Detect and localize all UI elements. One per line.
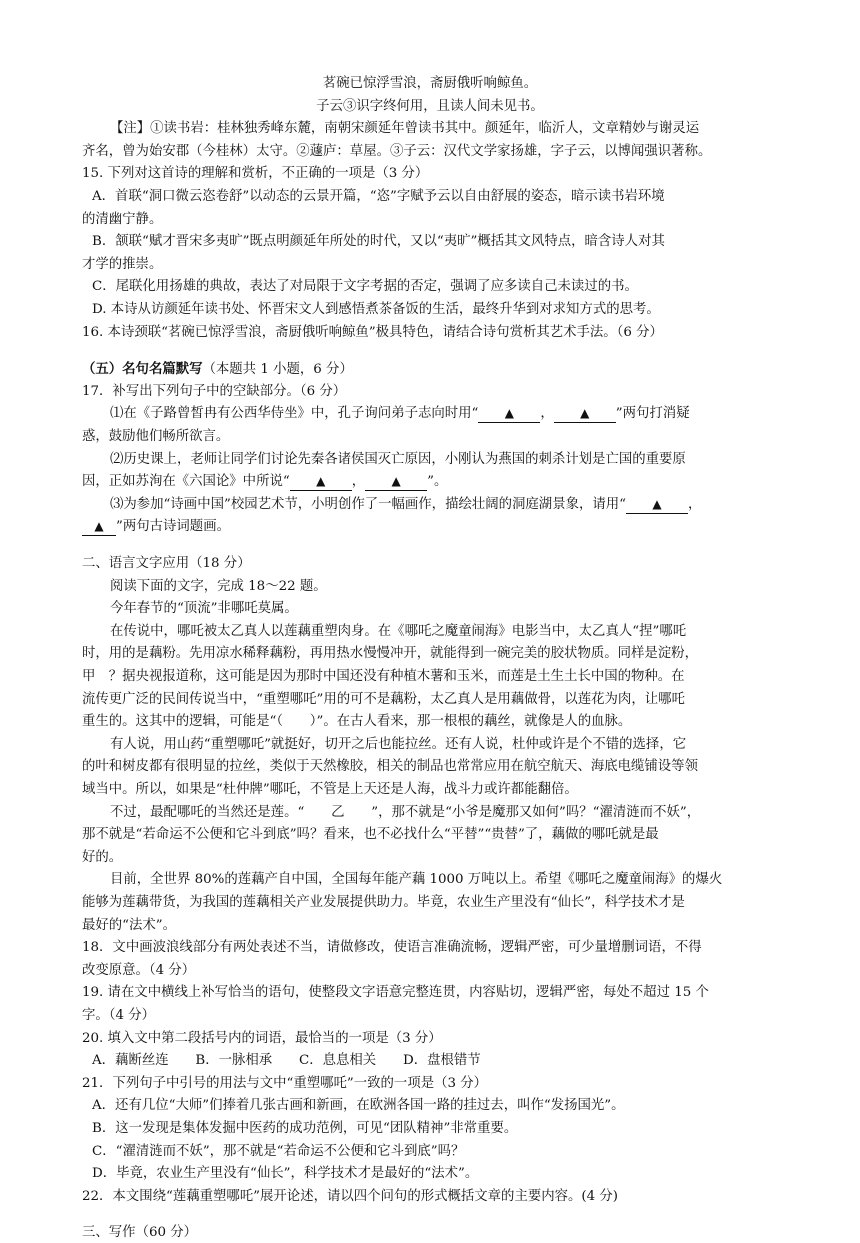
section-5-title: （五）名句名篇默写 bbox=[82, 361, 203, 377]
para4-line-3: 最好的“法术”。 bbox=[82, 918, 177, 933]
triangle-icon: ▲ bbox=[316, 474, 326, 488]
triangle-icon: ▲ bbox=[652, 497, 662, 511]
q21-option-a: A．还有几位“大师”们捧着几张古画和新画，在欧洲各国一路的挂过去，叫作“发扬国光”。 bbox=[92, 1098, 625, 1113]
para2-line-3: 域当中。所以，如果是“杜仲牌”哪吒，不管是上天还是人海，战斗力或许都能翻倍。 bbox=[82, 782, 578, 797]
comma: ， bbox=[688, 497, 702, 512]
answer-blank[interactable] bbox=[365, 473, 427, 491]
q20-stem: 20. 填入文中第二段括号内的词语，最恰当的一项是（3 分） bbox=[82, 1031, 442, 1046]
q17-1-text: ⑴在《子路曾皙冉有公西华侍坐》中，孔子询问弟子志向时用“ bbox=[110, 406, 479, 421]
q18-line-2: 改变原意。（4 分） bbox=[82, 963, 196, 978]
q15-option-a-1: A．首联“洞口微云恣卷舒”以动态的云景开篇，“恣”字赋予云以自由舒展的姿态，暗示读书岩环境 bbox=[92, 189, 665, 204]
q15-option-c: C．尾联化用扬雄的典故，表达了对局限于文字考据的否定，强调了应多读自己未读过的书。 bbox=[92, 279, 638, 294]
q19-line-1: 19. 请在文中横线上补写恰当的语句，使整段文字语意完整连贯，内容贴切，逻辑严密，每处不超过 15 个 bbox=[82, 985, 709, 1000]
para4-line-2: 能够为莲藕带货，为我国的莲藕相关产业发展提供助力。毕竟，农业生产里没有“仙长”，科学技术才是 bbox=[82, 895, 685, 910]
part-3-title: 三、写作（60 分） bbox=[82, 1225, 198, 1240]
q17-item-2: ⑵历史课上，老师让同学们讨论先秦各诸侯国灭亡原因，小刚认为燕国的刺杀计划是亡国的重要原 bbox=[110, 452, 686, 467]
q17-item-1-cont: 惑，鼓励他们畅所欲言。 bbox=[82, 429, 230, 444]
part-2-intro: 阅读下面的文字，完成 18～22 题。 bbox=[110, 579, 327, 594]
q17-item-1 bbox=[110, 404, 690, 424]
comma: ， bbox=[540, 406, 554, 421]
q17-item-2-cont bbox=[82, 472, 447, 492]
q21-option-b: B．这一发现是集体发掘中医药的成功范例，可见“团队精神”非常重要。 bbox=[92, 1121, 518, 1136]
q15-option-b-2: 才学的推崇。 bbox=[82, 257, 163, 272]
para1-line-2: 时，用的是藕粉。先用凉水稀释藕粉，再用热水慢慢冲开，就能得到一碗完美的胶状物质。同样是淀粉， bbox=[82, 646, 698, 661]
answer-blank[interactable] bbox=[478, 405, 540, 423]
q16: 16. 本诗颈联“茗碗已惊浮雪浪，斋厨俄听响鲸鱼”极具特色，请结合诗句赏析其艺术手法。（6 分） bbox=[82, 325, 663, 340]
triangle-icon: ▲ bbox=[504, 406, 514, 420]
para3-line-3: 好的。 bbox=[82, 850, 123, 865]
note-line-1: 【注】①读书岩：桂林独秀峰东麓，南朝宋颜延年曾读书其中。颜延年，临沂人，文章精妙与谢灵运 bbox=[110, 121, 700, 136]
para1-line-5: 重生的。这其中的逻辑，可能是“（ ）”。在古人看来，那一根根的藕丝，就像是人的血脉。 bbox=[82, 714, 632, 729]
q15-option-d: D. 本诗从访颜延年读书处、怀晋宋文人到感悟煮茶备饭的生活，最终升华到对求知方式的思考。 bbox=[92, 302, 660, 317]
poem-line-8: 子云③识字终何用，且读人间未见书。 bbox=[316, 99, 544, 114]
q19-line-2: 字。（4 分） bbox=[82, 1008, 156, 1023]
answer-blank[interactable] bbox=[82, 518, 116, 536]
comma: ， bbox=[351, 474, 366, 489]
q17-stem: 17．补写出下列句子中的空缺部分。（6 分） bbox=[82, 384, 347, 399]
q22: 22．本文围绕“莲藕重塑哪吒”展开论述，请以四个问句的形式概括文章的主要内容。(4 分) bbox=[82, 1189, 619, 1204]
section-5-rest: （本题共 1 小题，6 分） bbox=[202, 362, 353, 377]
para2-line-2: 的叶和树皮都有很明显的拉丝，类似于天然橡胶，相关的制品也常常应用在航空航天、海底电缆铺设等领 bbox=[82, 759, 698, 774]
answer-blank[interactable] bbox=[554, 405, 616, 423]
poem-line-7: 茗碗已惊浮雪浪，斋厨俄听响鲸鱼。 bbox=[322, 76, 538, 91]
q15-option-b-1: B．颔联“赋才晋宋多夷旷”既点明颜延年所处的时代，又以“夷旷”概括其文风特点，暗含诗人对其 bbox=[92, 234, 665, 249]
para2-line-1: 有人说，用山药“重塑哪吒”就挺好，切开之后也能拉丝。还有人说，杜仲或许是个不错的选择，它 bbox=[110, 737, 687, 752]
q17-1-text-end: ”两句打消疑 bbox=[615, 406, 690, 421]
triangle-icon: ▲ bbox=[580, 406, 590, 420]
section-5-heading bbox=[82, 359, 353, 380]
para1-line-4: 流传更广泛的民间传说当中，“重塑哪吒”用的可不是藕粉，太乙真人是用藕做骨，以莲花为肉，让哪吒 bbox=[82, 692, 685, 707]
q17-item-3-cont bbox=[82, 517, 230, 537]
part-2-title: 二、语言文字应用（18 分） bbox=[82, 556, 251, 571]
q21-stem: 21．下列句子中引号的用法与文中“重塑哪吒”一致的一项是（3 分） bbox=[82, 1076, 488, 1091]
para3-line-2: 那不就是“若命运不公便和它斗到底”吗？看来，也不必找什么“平替”“贵替”了，藕做的哪吒就是最 bbox=[82, 827, 659, 842]
passage-headline: 今年春节的“顶流”非哪吒莫属。 bbox=[110, 601, 298, 616]
q15-stem: 15. 下列对这首诗的理解和赏析，不正确的一项是（3 分） bbox=[82, 166, 429, 181]
para4-line-1: 目前，全世界 80%的莲藕产自中国，全国每年能产藕 1000 万吨以上。希望《哪吒之魔童闹海》的爆火 bbox=[110, 872, 723, 887]
triangle-icon: ▲ bbox=[391, 474, 401, 488]
q17-3-text: ⑶为参加“诗画中国”校园艺术节，小明创作了一幅画作，描绘壮阔的洞庭湖景象，请用“ bbox=[110, 497, 626, 512]
note-line-2: 齐名，曾为始安郡（今桂林）太守。②蘧庐：草屋。③子云：汉代文学家扬雄，字子云，以博闻强识著称。 bbox=[82, 144, 712, 159]
q17-2-text: 因，正如苏洵在《六国论》中所说“ bbox=[82, 474, 290, 489]
q18-line-1: 18．文中画波浪线部分有两处表述不当，请做修改，使语言准确流畅，逻辑严密，可少量增删词语，不得 bbox=[82, 940, 702, 955]
answer-blank[interactable] bbox=[290, 473, 352, 491]
q17-2-text-end: ”。 bbox=[427, 474, 448, 489]
q17-item-3 bbox=[110, 495, 701, 515]
para3-line-1: 不过，最配哪吒的当然还是莲。“ 乙 ”，那不就是“小爷是魔那又如何”吗？“濯清涟而不妖”， bbox=[110, 805, 701, 820]
para1-line-3: 甲 ？据央视报道称，这可能是因为那时中国还没有种植木薯和玉米，而莲是土生土长中国的物种。在 bbox=[82, 669, 685, 684]
para1-line-1: 在传说中，哪吒被太乙真人以莲藕重塑肉身。在《哪吒之魔童闹海》电影当中，太乙真人“捏”哪吒 bbox=[110, 624, 687, 639]
q15-option-a-2: 的清幽宁静。 bbox=[82, 212, 163, 227]
q20-options: A．藕断丝连 B．一脉相承 C．息息相关 D．盘根错节 bbox=[92, 1053, 481, 1068]
answer-blank[interactable] bbox=[626, 496, 688, 514]
q21-option-d: D．毕竟，农业生产里没有“仙长”，科学技术才是最好的“法术”。 bbox=[92, 1166, 479, 1181]
q21-option-c: C．“濯清涟而不妖”，那不就是“若命运不公便和它斗到底”吗？ bbox=[92, 1144, 465, 1159]
q17-3-text-end: ”两句古诗词题画。 bbox=[116, 519, 230, 534]
triangle-icon: ▲ bbox=[94, 519, 104, 533]
